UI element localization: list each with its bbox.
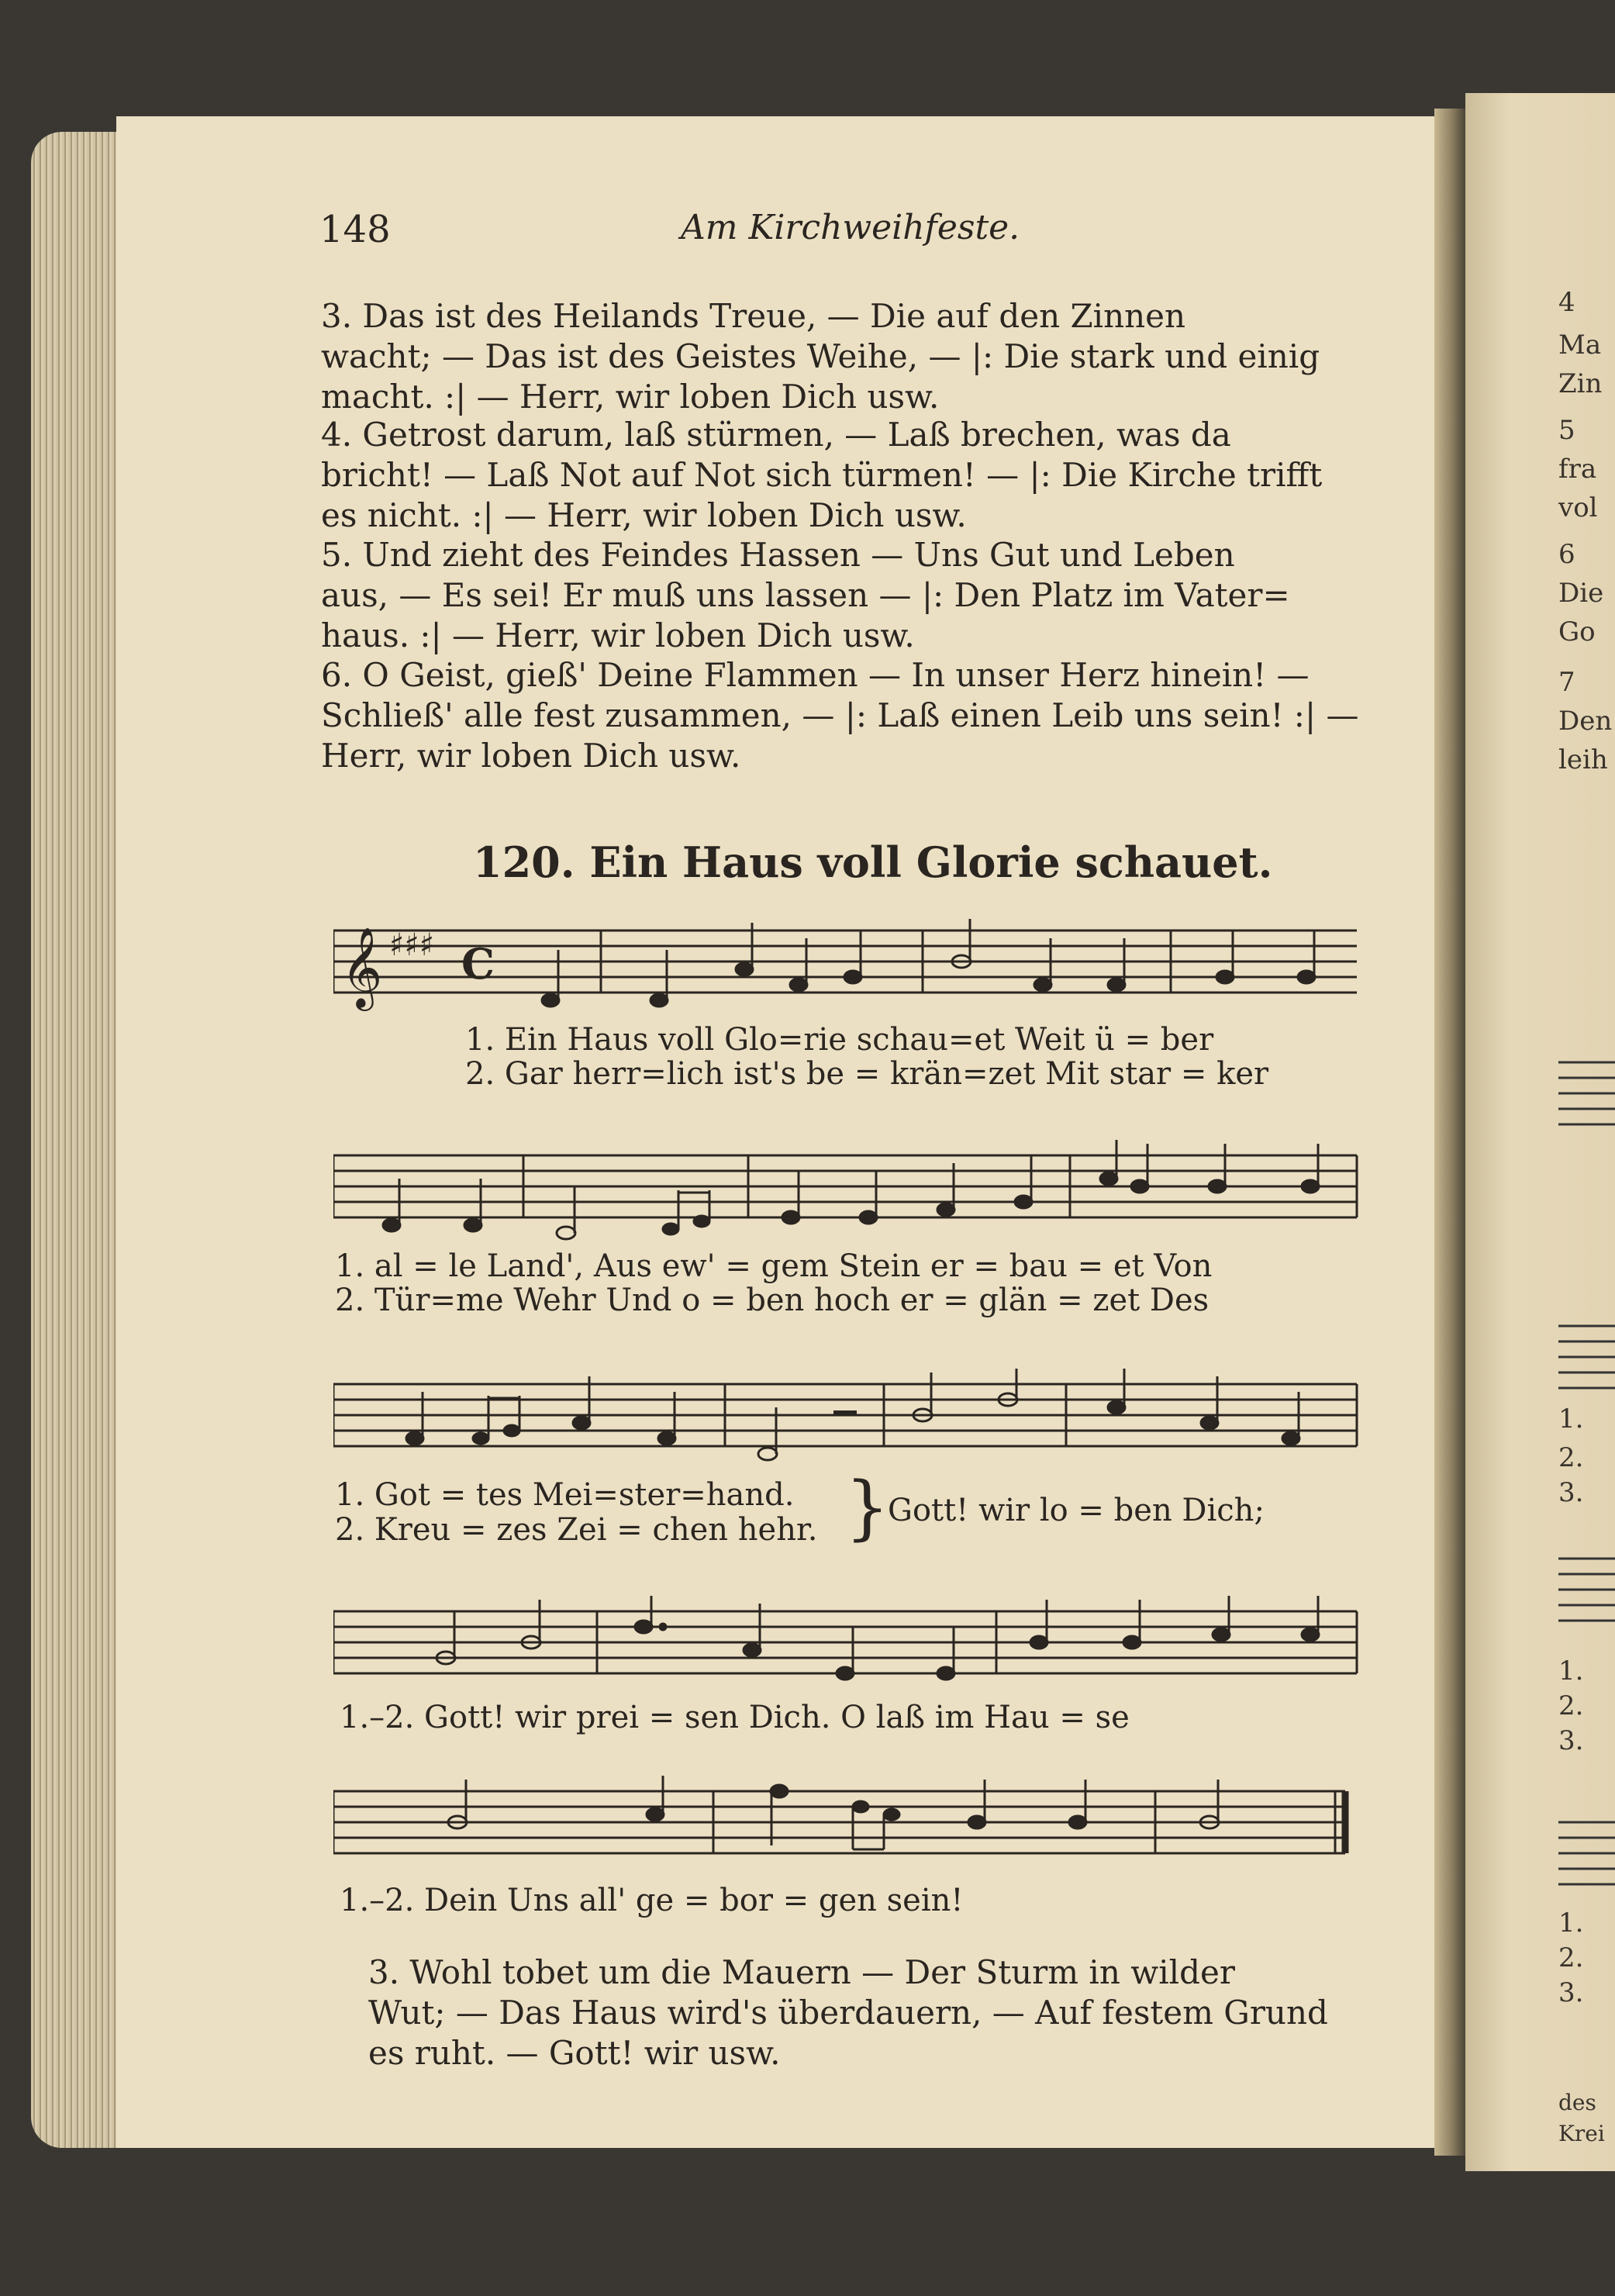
fragment: 7: [1558, 667, 1575, 698]
text-line: 3. Wohl tobet um die Mauern — Der Sturm in wilder: [368, 1953, 1235, 1991]
fragment: 5: [1558, 415, 1575, 446]
music-staff-4: [333, 1596, 1365, 1697]
fragment: 2.: [1558, 1442, 1584, 1473]
text-line: 5. Und zieht des Feindes Hassen — Uns Gut und Leben: [321, 536, 1235, 574]
text-line: haus. :| — Herr, wir loben Dich usw.: [321, 616, 915, 654]
svg-text:♯♯♯: ♯♯♯: [389, 927, 435, 963]
lyric-line: 1. Ein Haus voll Glo=rie schau=et Weit ü = ber: [465, 1022, 1214, 1058]
fragment: Krei: [1558, 2121, 1605, 2146]
text-line: Herr, wir loben Dich usw.: [321, 737, 741, 775]
stanza-6: [321, 655, 1359, 776]
music-staff-1: [333, 915, 1365, 1016]
next-staff-fragment: [1558, 1055, 1615, 1132]
svg-text:𝄞: 𝄞: [341, 927, 383, 1008]
fragment: vol: [1558, 492, 1598, 523]
stanza-4: [321, 415, 1344, 536]
lyric-line: 2. Gar herr=lich ist's be = krän=zet Mit star = ker: [465, 1056, 1269, 1092]
music-staff-2: [333, 1140, 1365, 1241]
svg-text:C: C: [461, 939, 495, 989]
lyric-line: 1.–2. Gott! wir prei = sen Dich. O laß im Hau = se: [340, 1700, 1130, 1735]
fragment: Den: [1558, 706, 1613, 737]
lyric-line: 1. al = le Land', Aus ew' = gem Stein er = bau = et Von: [335, 1248, 1213, 1284]
fragment: 2.: [1558, 1942, 1584, 1973]
song-title: 120. Ein Haus voll Glorie schauet.: [473, 837, 1273, 887]
fragment: 1.: [1558, 1403, 1584, 1435]
fragment: Ma: [1558, 330, 1602, 361]
fragment: des: [1558, 2090, 1596, 2115]
fragment: Zin: [1558, 368, 1603, 399]
fragment: 6: [1558, 539, 1575, 570]
lyric-line: 2. Tür=me Wehr Und o = ben hoch er = glän = zet Des: [335, 1283, 1210, 1318]
text-line: bricht! — Laß Not auf Not sich türmen! — |: Die Kirche trifft: [321, 456, 1323, 494]
page-edges: [31, 132, 124, 2148]
music-staff-3: [333, 1369, 1365, 1469]
text-line: 4. Getrost darum, laß stürmen, — Laß brechen, was da: [321, 416, 1231, 454]
lyric-line: 1.–2. Dein Uns all' ge = bor = gen sein!: [340, 1883, 964, 1918]
music-staff-5: [333, 1776, 1365, 1877]
fragment: 2.: [1558, 1690, 1584, 1721]
fragment: 3.: [1558, 1977, 1584, 2008]
text-line: es nicht. :| — Herr, wir loben Dich usw.: [321, 496, 967, 534]
fragment: 3.: [1558, 1477, 1584, 1508]
next-page-partial: [1465, 93, 1615, 2171]
text-line: 3. Das ist des Heilands Treue, — Die auf den Zinnen: [321, 297, 1186, 335]
next-staff-fragment: [1558, 1814, 1615, 1892]
running-title: Am Kirchweihfeste.: [681, 208, 1020, 247]
text-line: wacht; — Das ist des Geistes Weihe, — |: Die stark und einig: [321, 337, 1320, 375]
fragment: 1.: [1558, 1656, 1584, 1687]
book-gutter: [1434, 109, 1465, 2156]
fragment: 1.: [1558, 1908, 1584, 1939]
text-line: es ruht. — Gott! wir usw.: [368, 2034, 781, 2072]
brace: }: [845, 1467, 890, 1549]
lyric-line: 1. Got = tes Mei=ster=hand.: [335, 1477, 795, 1513]
next-staff-fragment: [1558, 1318, 1615, 1396]
stanza-5: [321, 535, 1344, 656]
text-line: aus, — Es sei! Er muß uns lassen — |: Den Platz im Vater=: [321, 576, 1290, 614]
text-line: Schließ' alle fest zusammen, — |: Laß einen Leib uns sein! :| —: [321, 696, 1359, 734]
fragment: fra: [1558, 454, 1597, 485]
text-line: macht. :| — Herr, wir loben Dich usw.: [321, 378, 940, 416]
fragment: 4: [1558, 287, 1575, 318]
stanza-bottom: [368, 1952, 1392, 2073]
text-line: Wut; — Das Haus wird's überdauern, — Auf festem Grund: [368, 1994, 1328, 2032]
next-staff-fragment: [1558, 1551, 1615, 1628]
text-line: 6. O Geist, gieß' Deine Flammen — In unser Herz hinein! —: [321, 656, 1310, 694]
fragment: leih: [1558, 744, 1608, 775]
fragment: Go: [1558, 616, 1596, 647]
refrain-lyric: Gott! wir lo = ben Dich;: [888, 1493, 1265, 1528]
page-number: 148: [319, 208, 391, 251]
stanza-3: [321, 296, 1344, 417]
lyric-line: 2. Kreu = zes Zei = chen hehr.: [335, 1512, 818, 1548]
fragment: Die: [1558, 578, 1604, 609]
fragment: 3.: [1558, 1725, 1584, 1756]
